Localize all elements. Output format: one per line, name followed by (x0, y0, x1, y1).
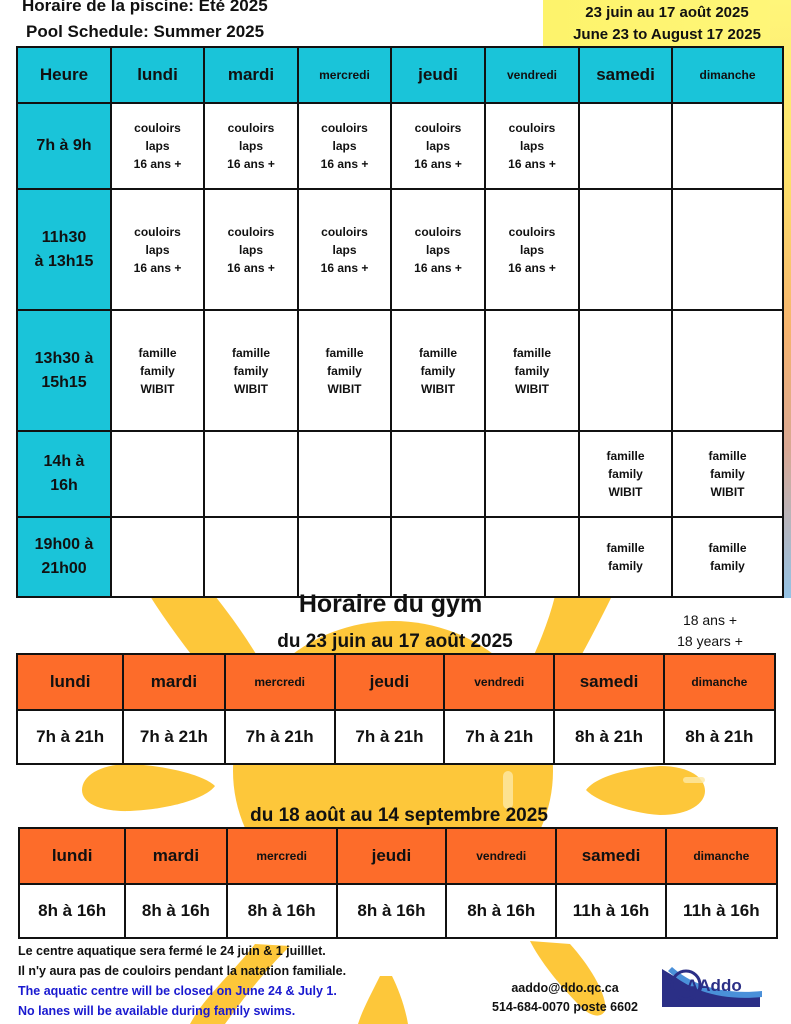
pool-row (17, 431, 783, 517)
pool-row (17, 517, 783, 597)
gym-age-fr: 18 ans + (682, 612, 738, 628)
contact-email[interactable]: aaddo@ddo.qc.ca (511, 981, 619, 995)
pool-time-slot: 19h00 à 21h00 (17, 517, 111, 597)
pool-row (17, 103, 783, 189)
gym-hours-jeudi: 8h à 16h (337, 884, 446, 938)
gym-header-jeudi: jeudi (337, 828, 446, 884)
pool-header-mercredi: mercredi (298, 47, 391, 103)
pool-empty-cell (579, 189, 672, 310)
pool-empty-cell (204, 431, 298, 517)
pool-header-jeudi: jeudi (391, 47, 485, 103)
pool-empty-cell (579, 103, 672, 189)
pool-activity-cell: couloirs laps 16 ans + (298, 189, 391, 310)
pool-empty-cell (672, 310, 783, 431)
logo-text: AAddo (686, 976, 742, 995)
gym-header-vendredi: vendredi (446, 828, 556, 884)
pool-empty-cell (485, 431, 579, 517)
pool-activity-cell: couloirs laps 16 ans + (485, 103, 579, 189)
pool-time-slot: 7h à 9h (17, 103, 111, 189)
note-fr-lanes: Il n'y aura pas de couloirs pendant la natation familiale. (18, 964, 347, 978)
pool-activity-cell: famille family WIBIT (111, 310, 204, 431)
pool-activity-cell: famille family WIBIT (579, 431, 672, 517)
pool-activity-cell: couloirs laps 16 ans + (391, 189, 485, 310)
pool-range-fr: 23 juin au 17 août 2025 (585, 4, 749, 21)
gym-header-lundi: lundi (19, 828, 125, 884)
gym-header-lundi: lundi (17, 654, 123, 710)
pool-activity-cell: famille family WIBIT (204, 310, 298, 431)
pool-empty-cell (298, 431, 391, 517)
pool-activity-cell: couloirs laps 16 ans + (204, 103, 298, 189)
gym-hours-jeudi: 7h à 21h (335, 710, 444, 764)
gym-header-mardi: mardi (123, 654, 224, 710)
contact-phone: 514-684-0070 poste 6602 (492, 1000, 638, 1014)
pool-activity-cell: famille family WIBIT (672, 431, 783, 517)
gym-header-dimanche: dimanche (664, 654, 775, 710)
pool-header-row (17, 47, 783, 103)
gym-hours-row (17, 710, 775, 764)
gym-header-mercredi: mercredi (225, 654, 335, 710)
pool-empty-cell (111, 517, 204, 597)
pool-header-lundi: lundi (111, 47, 204, 103)
pool-header-vendredi: vendredi (485, 47, 579, 103)
gym-age-en: 18 years + (677, 633, 743, 649)
note-fr-closed: Le centre aquatique sera fermé le 24 juin & 1 juilllet. (18, 944, 326, 958)
sun-ray (358, 976, 408, 1024)
pool-activity-cell: famille family WIBIT (391, 310, 485, 431)
gym-hours-mercredi: 7h à 21h (225, 710, 335, 764)
pool-empty-cell (485, 517, 579, 597)
gym-hours-dimanche: 8h à 21h (664, 710, 775, 764)
gym-schedule-table-1 (16, 653, 776, 765)
pool-time-slot: 11h30 à 13h15 (17, 189, 111, 310)
gym-hours-lundi: 7h à 21h (17, 710, 123, 764)
gym-header-vendredi: vendredi (444, 654, 554, 710)
gym-hours-vendredi: 7h à 21h (444, 710, 554, 764)
pool-title-en: Pool Schedule: Summer 2025 (26, 22, 265, 41)
gym-hours-lundi: 8h à 16h (19, 884, 125, 938)
pool-activity-cell: couloirs laps 16 ans + (485, 189, 579, 310)
pool-activity-cell: couloirs laps 16 ans + (391, 103, 485, 189)
gym-hours-row (19, 884, 777, 938)
pool-row (17, 189, 783, 310)
pool-activity-cell: couloirs laps 16 ans + (111, 103, 204, 189)
gym-title: Horaire du gym (298, 590, 483, 618)
pool-empty-cell (111, 431, 204, 517)
pool-activity-cell: couloirs laps 16 ans + (298, 103, 391, 189)
sun-ray (82, 764, 215, 811)
gym-hours-vendredi: 8h à 16h (446, 884, 556, 938)
aaddo-logo (662, 965, 762, 1007)
pool-time-slot: 13h30 à 15h15 (17, 310, 111, 431)
gym-hours-mardi: 8h à 16h (125, 884, 226, 938)
pool-title-fr: Horaire de la piscine: Eté 2025 (22, 0, 268, 15)
pool-header-dimanche: dimanche (672, 47, 783, 103)
pool-schedule-table (16, 46, 784, 598)
pool-activity-cell: couloirs laps 16 ans + (204, 189, 298, 310)
pool-header-time: Heure (17, 47, 111, 103)
pool-empty-cell (298, 517, 391, 597)
pool-range-en: June 23 to August 17 2025 (573, 26, 761, 43)
note-en-lanes: No lanes will be available during family swims. (18, 1004, 296, 1018)
gym-header-row (17, 654, 775, 710)
gym-schedule-table-2 (18, 827, 778, 939)
gym-header-mardi: mardi (125, 828, 226, 884)
pool-empty-cell (579, 310, 672, 431)
pool-activity-cell: famille family (672, 517, 783, 597)
gym-header-mercredi: mercredi (227, 828, 337, 884)
gym-hours-samedi: 8h à 21h (554, 710, 663, 764)
gym-period-1-range: du 23 juin au 17 août 2025 (277, 631, 513, 652)
pool-empty-cell (672, 189, 783, 310)
pool-activity-cell: famille family WIBIT (298, 310, 391, 431)
pool-header-samedi: samedi (579, 47, 672, 103)
gym-hours-mercredi: 8h à 16h (227, 884, 337, 938)
gym-header-jeudi: jeudi (335, 654, 444, 710)
gym-header-row (19, 828, 777, 884)
pool-empty-cell (391, 431, 485, 517)
gym-header-samedi: samedi (556, 828, 665, 884)
gym-hours-samedi: 11h à 16h (556, 884, 665, 938)
pool-activity-cell: couloirs laps 16 ans + (111, 189, 204, 310)
pool-activity-cell: famille family WIBIT (485, 310, 579, 431)
pool-activity-cell: famille family (579, 517, 672, 597)
gym-header-dimanche: dimanche (666, 828, 777, 884)
pool-empty-cell (391, 517, 485, 597)
aaddo-logo-icon (662, 965, 762, 1007)
pool-empty-cell (672, 103, 783, 189)
note-en-closed: The aquatic centre will be closed on June 24 & July 1. (18, 984, 337, 998)
gym-hours-mardi: 7h à 21h (123, 710, 224, 764)
pool-row (17, 310, 783, 431)
gym-header-samedi: samedi (554, 654, 663, 710)
pool-header-mardi: mardi (204, 47, 298, 103)
gym-period-2-range: du 18 août au 14 septembre 2025 (250, 805, 548, 826)
pool-time-slot: 14h à 16h (17, 431, 111, 517)
pool-empty-cell (204, 517, 298, 597)
gym-hours-dimanche: 11h à 16h (666, 884, 777, 938)
